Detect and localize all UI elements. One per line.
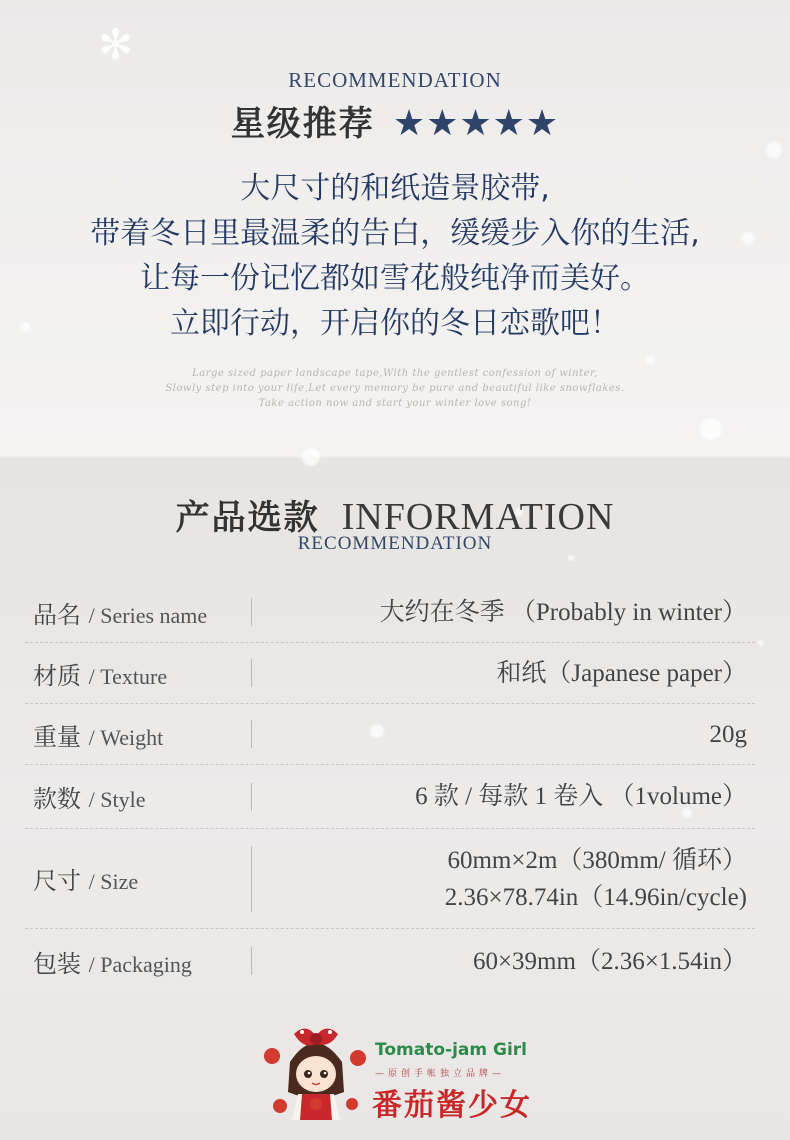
- snow-dot: [646, 356, 654, 364]
- spec-label-en: / Style: [88, 787, 146, 812]
- spec-label: [25, 861, 251, 896]
- spec-row-packaging: [25, 929, 755, 993]
- brand-name-en: Tomato-jam Girl: [375, 1040, 527, 1060]
- intro-line: 带着冬日里最温柔的告白，缓缓步入你的生活,: [90, 216, 700, 251]
- spec-value: [253, 778, 755, 815]
- spec-value-line: 2.36×78.74in（14.96in/cycle): [444, 883, 747, 911]
- information-title-zh: 产品选款: [175, 498, 320, 538]
- snow-dot: [302, 448, 320, 466]
- script-english-text: [0, 366, 790, 411]
- spec-label: [25, 944, 251, 979]
- spec-label-zh: 尺寸: [33, 867, 81, 895]
- spec-label-en: / Weight: [88, 724, 164, 750]
- spec-label-en: / Texture: [88, 663, 168, 689]
- brand-name-zh: 番茄酱少女: [372, 1088, 532, 1123]
- intro-line: 大尺寸的和纸造景胶带,: [240, 171, 550, 206]
- recommendation-label: RECOMMENDATION: [288, 68, 502, 92]
- snow-dot: [568, 555, 574, 561]
- information-recommendation-label: RECOMMENDATION: [297, 533, 493, 554]
- spec-label: [25, 717, 251, 752]
- spec-label-en: / Packaging: [88, 951, 192, 977]
- script-line: Take action now and start your winter love song!: [258, 398, 532, 409]
- star-rating-icon: ★★★★★: [392, 103, 560, 144]
- brand-tagline: —原创手帐独立品牌—: [375, 1069, 506, 1079]
- mascot-girl-icon: [260, 1022, 370, 1122]
- spec-label: [25, 779, 251, 814]
- script-line: Large sized paper landscape tape,With the gentlest confession of winter,: [192, 368, 598, 379]
- spec-value-line: 6 款 / 每款 1 卷入 （1volume）: [415, 783, 747, 810]
- spec-label-en: / Size: [88, 869, 139, 894]
- snowflake-icon: ✻: [98, 20, 134, 69]
- brand-logo: [260, 1022, 540, 1122]
- spec-value: [253, 594, 755, 631]
- spec-label: [25, 656, 251, 691]
- spec-value-line: 60×39mm（2.36×1.54in）: [472, 947, 747, 975]
- spec-row-series-name: [25, 582, 755, 643]
- script-line: Slowly step into your life,Let every memory be pure and beautiful like snowflakes.: [165, 383, 625, 394]
- spec-value-line: 60mm×2m（380mm/ 循环）: [447, 846, 747, 874]
- spec-label: [25, 595, 251, 630]
- information-title-en: INFORMATION: [341, 496, 615, 538]
- spec-value: [253, 842, 755, 916]
- spec-table: [25, 582, 755, 993]
- star-rating-heading: [0, 96, 790, 145]
- spec-label-en: / Series name: [88, 602, 208, 628]
- spec-label-zh: 材质: [33, 661, 81, 690]
- spec-value-line: 20g: [709, 720, 747, 748]
- star-rating-title: 星级推荐: [230, 104, 375, 144]
- intro-text: [0, 166, 790, 346]
- intro-line: 立即行动，开启你的冬日恋歌吧！: [170, 306, 620, 341]
- spec-row-size: [25, 829, 755, 929]
- spec-label-zh: 品名: [33, 600, 81, 629]
- intro-line: 让每一份记忆都如雪花般纯净而美好。: [140, 261, 650, 296]
- spec-row-texture: [25, 643, 755, 704]
- spec-row-style: [25, 765, 755, 829]
- snow-dot: [758, 640, 764, 646]
- spec-value-line: 和纸（Japanese paper）: [496, 659, 747, 687]
- spec-value: [253, 943, 755, 980]
- spec-value: [253, 655, 755, 692]
- spec-value: [253, 716, 755, 753]
- spec-label-zh: 款数: [33, 785, 81, 813]
- spec-label-zh: 重量: [33, 722, 81, 751]
- spec-row-weight: [25, 704, 755, 765]
- information-heading: [0, 490, 790, 539]
- snow-dot: [700, 418, 722, 440]
- spec-label-zh: 包装: [33, 949, 81, 978]
- spec-value-line: 大约在冬季 （Probably in winter）: [379, 598, 747, 626]
